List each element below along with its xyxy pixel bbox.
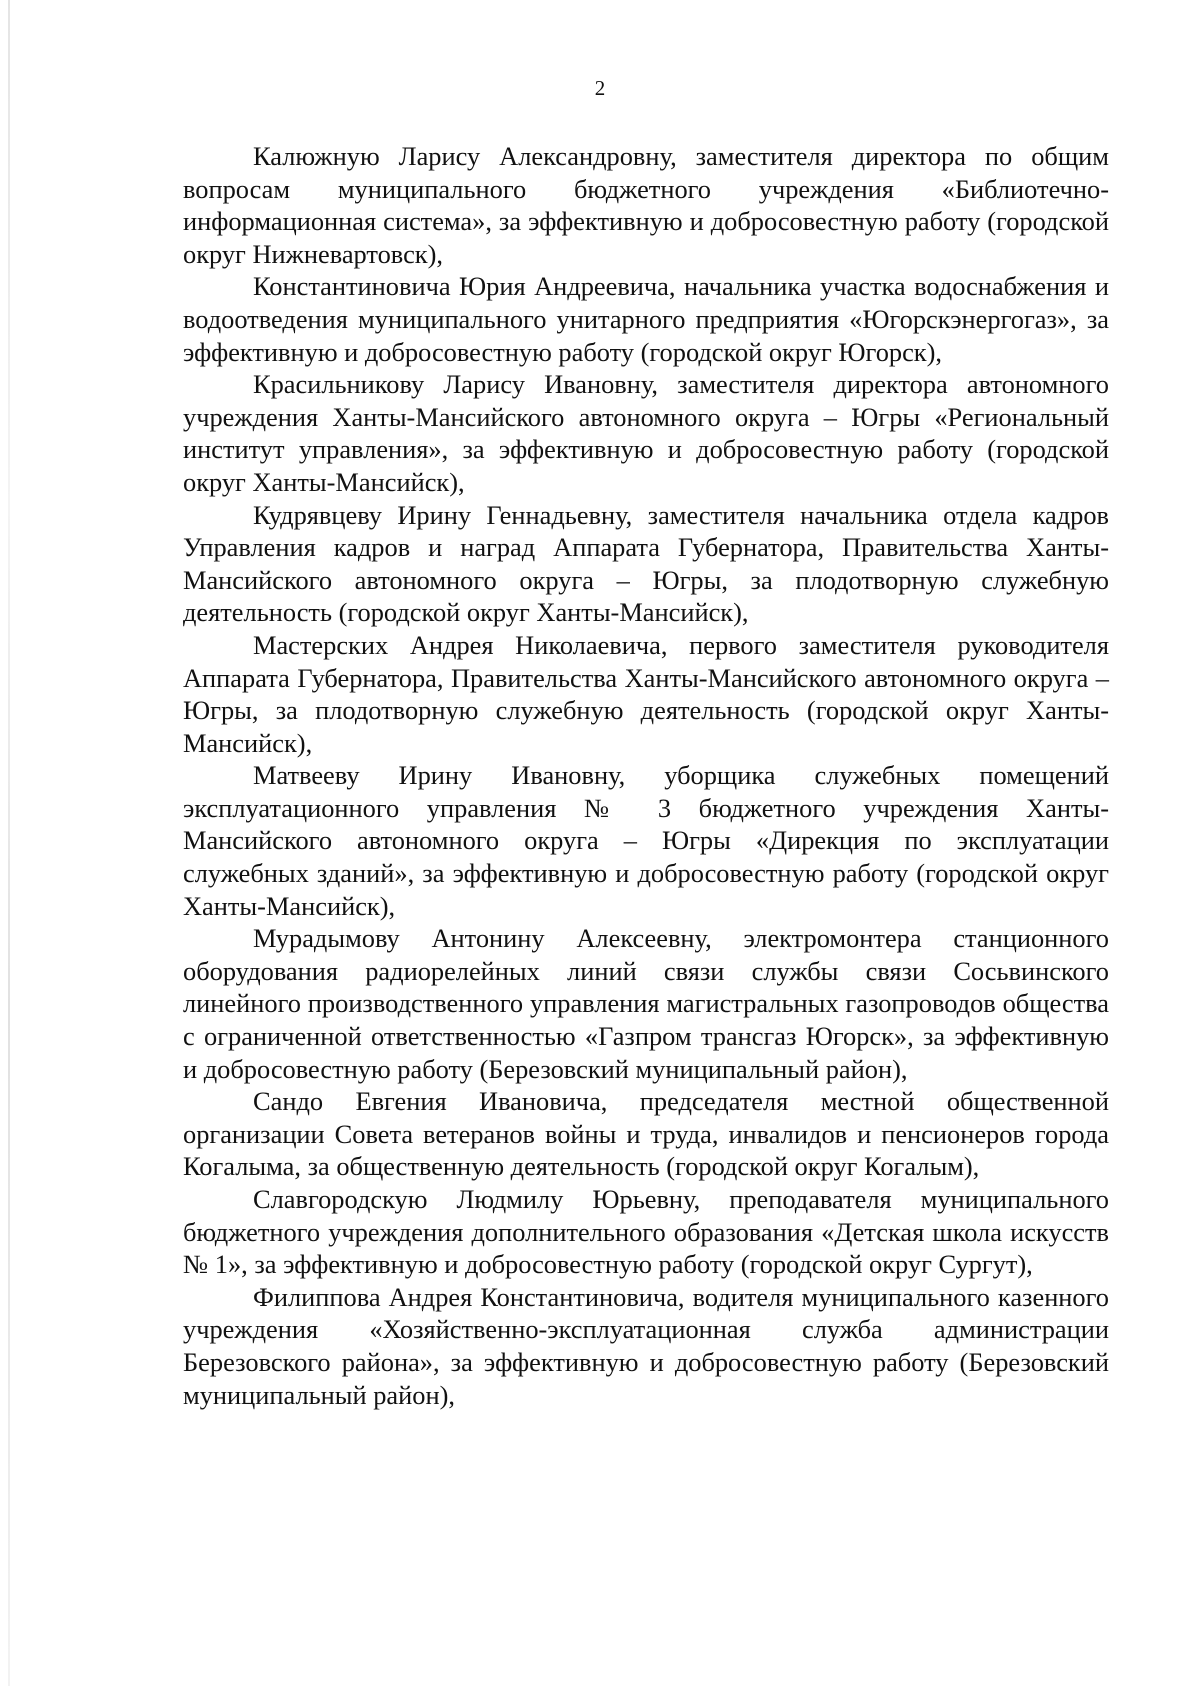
paragraph-konstantinovich: Константиновича Юрия Андреевича, начальника участка водоснабжения и водоотведения муниципального унитарного предприятия «Югорскэнергогаз», за эффективную и добросовестную работу (городской округ Югорск), bbox=[183, 271, 1109, 367]
paragraph-filippov: Филиппова Андрея Константиновича, водителя муниципального казенного учреждения «Хозяйственно-эксплуатационная служба администрации Березовского района», за эффективную и добросовестную работу (Березовский муниципальный район), bbox=[183, 1281, 1109, 1410]
paragraph-matveeva: Матвееву Ирину Ивановну, уборщика служебных помещений эксплуатационного управления № 3 бюджетного учреждения Ханты-Мансийского автономного округа – Югры «Дирекция по эксплуатации служебных зданий», за эффективную и добросовестную работу (городской округ Ханты-Мансийск), bbox=[183, 760, 1109, 921]
document-body bbox=[183, 140, 1109, 1411]
paragraph-slavgorodskaya: Славгородскую Людмилу Юрьевну, преподавателя муниципального бюджетного учреждения дополнительного образования «Детская школа искусств № 1», за эффективную и добросовестную работу (городской округ Сургут), bbox=[183, 1184, 1109, 1280]
paragraph-muradymova: Мурадымову Антонину Алексеевну, электромонтера станционного оборудования радиорелейных линий связи службы связи Сосьвинского линейного производственного управления магистральных газопроводов общества с ограниченной ответственностью «Газпром трансгаз Югорск», за эффективную и добросовестную работу (Березовский муниципальный район), bbox=[183, 923, 1109, 1084]
scan-edge-artifact bbox=[8, 0, 10, 1686]
page-number: 2 bbox=[594, 76, 606, 100]
paragraph-kalyuzhnaya: Калюжную Ларису Александровну, заместителя директора по общим вопросам муниципального бюджетного учреждения «Библиотечно-информационная система», за эффективную и добросовестную работу (городской округ Нижневартовск), bbox=[183, 141, 1109, 269]
paragraph-krasilnikova: Красильникову Ларису Ивановну, заместителя директора автономного учреждения Ханты-Мансийского автономного округа – Югры «Региональный институт управления», за эффективную и добросовестную работу (городской округ Ханты-Мансийск), bbox=[183, 369, 1109, 497]
paragraph-kudryavtseva: Кудрявцеву Ирину Геннадьевну, заместителя начальника отдела кадров Управления кадров и наград Аппарата Губернатора, Правительства Ханты-Мансийского автономного округа – Югры, за плодотворную служебную деятельность (городской округ Ханты-Мансийск), bbox=[183, 499, 1109, 628]
paragraph-masterskikh: Мастерских Андрея Николаевича, первого заместителя руководителя Аппарата Губернатора, Правительства Ханты-Мансийского автономного округа – Югры, за плодотворную служебную деятельность (городской округ Ханты-Мансийск), bbox=[183, 629, 1109, 758]
paragraph-sando: Сандо Евгения Ивановича, председателя местной общественной организации Совета ветеранов войны и труда, инвалидов и пенсионеров города Когалыма, за общественную деятельность (городской округ Когалым), bbox=[183, 1086, 1109, 1182]
